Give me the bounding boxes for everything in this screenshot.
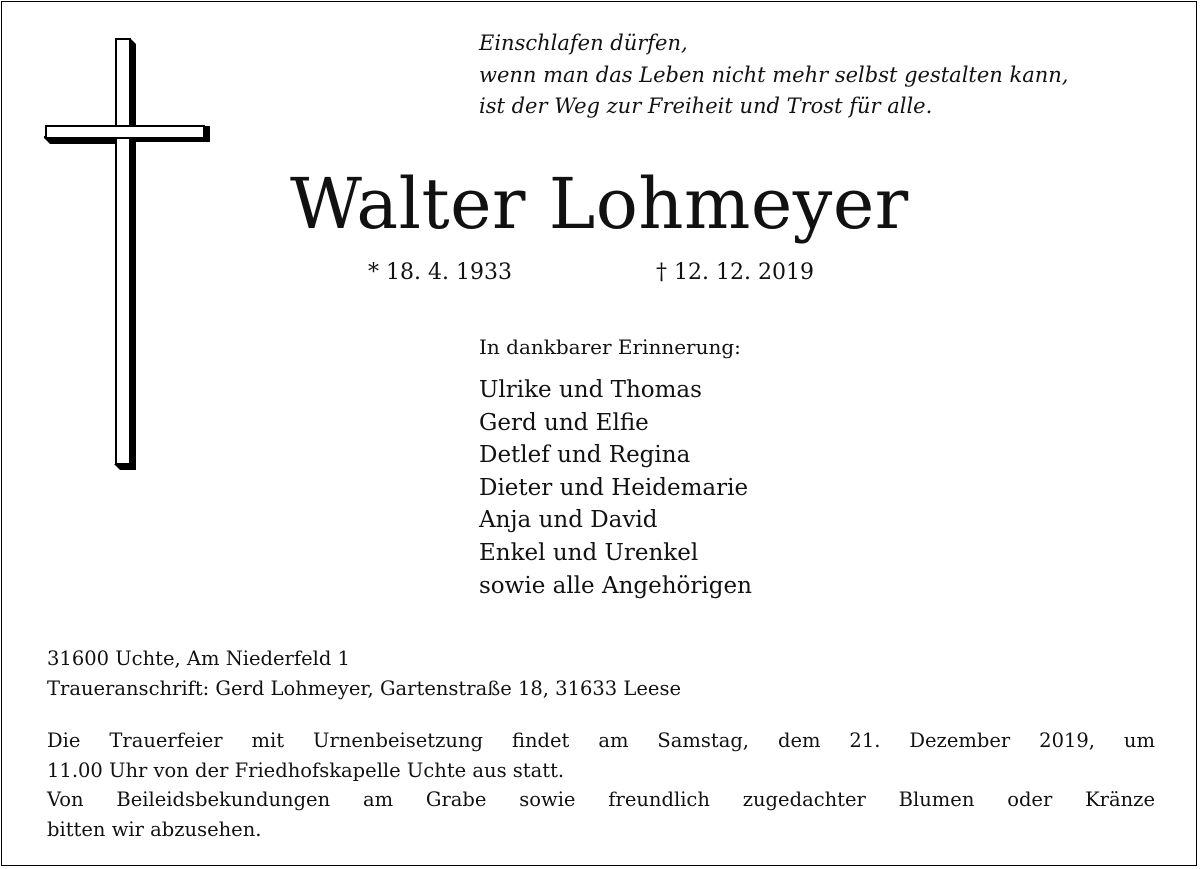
mourner-item: Anja und David [479,507,658,534]
motto-line: Einschlafen dürfen, [479,31,688,55]
mourners-list [479,374,752,602]
notice-line: 11.00 Uhr von der Friedhofskapelle Uchte aus statt. [47,758,565,782]
deceased-name: Walter Lohmeyer [290,163,909,245]
mourner-item: sowie alle Angehörigen [479,572,752,599]
birth-date: * 18. 4. 1933 [368,260,512,285]
funeral-notice [47,726,1155,844]
motto-line: ist der Weg zur Freiheit und Trost für alle. [479,94,933,118]
mourner-item: Detlef und Regina [479,442,691,469]
mourner-item: Ulrike und Thomas [479,377,702,403]
notice-line: Die Trauerfeier mit Urnenbeisetzung findet am Samstag, dem 21. Dezember 2019, um [47,729,1155,752]
mourner-item: Enkel und Urenkel [479,539,699,566]
address-block [47,644,681,704]
mourner-item: Gerd und Elfie [479,409,649,436]
cross-icon [44,38,212,470]
mourners-intro: In dankbarer Erinnerung: [479,335,741,359]
notice-line: bitten wir abzusehen. [47,817,262,841]
notice-line: Von Beileidsbekundungen am Grabe sowie freundlich zugedachter Blumen oder Kränze [47,788,1155,812]
residence-address: 31600 Uchte, Am Niederfeld 1 [47,647,350,670]
death-date: † 12. 12. 2019 [656,260,814,285]
mourner-item: Dieter und Heidemarie [479,474,749,501]
motto-line: wenn man das Leben nicht mehr selbst gestalten kann, [479,62,1069,87]
mourning-address: Traueranschrift: Gerd Lohmeyer, Gartenstraße 18, 31633 Leese [47,677,681,700]
motto-quote [479,28,1068,123]
